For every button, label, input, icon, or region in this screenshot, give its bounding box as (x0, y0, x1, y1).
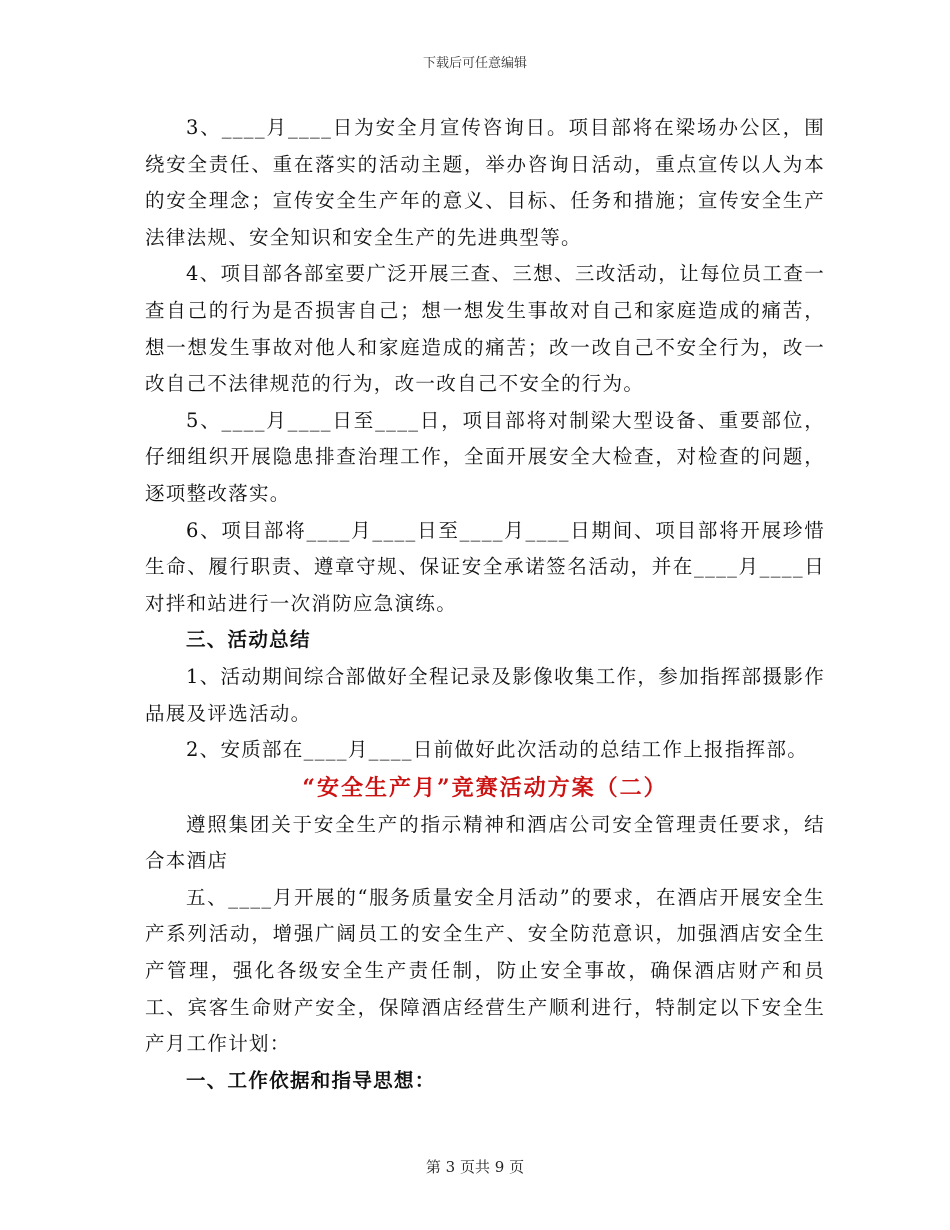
page-footer: 第 3 页共 9 页 (425, 1158, 525, 1176)
paragraph-summary-1: 1、活动期间综合部做好全程记录及影像收集工作，参加指挥部摄影作品展及评选活动。 (145, 664, 825, 725)
paragraph-item-5: 5、____月____日至____日，项目部将对制梁大型设备、重要部位，仔细组织开展隐患排查治理工作，全面开展安全大检查，对检查的问题，逐项整改落实。 (145, 408, 825, 505)
document-body (145, 110, 825, 1099)
paragraph-item-4: 4、项目部各部室要广泛开展三查、三想、三改活动，让每位员工查一查自己的行为是否损害自己；想一想发生事故对自己和家庭造成的痛苦，想一想发生事故对他人和家庭造成的痛苦；改一改自己不安全行为，改一改自己不法律规范的行为，改一改自己不安全的行为。 (145, 262, 825, 396)
section-heading-basis: 一、工作依据和指导思想： (185, 1068, 436, 1092)
paragraph-item-6: 6、项目部将____月____日至____月____日期间、项目部将开展珍惜生命、履行职责、遵章守规、保证安全承诺签名活动，并在____月____日对拌和站进行一次消防应急演练。 (145, 518, 825, 615)
section-title: “安全生产月”竞赛活动方案（二） (302, 774, 668, 801)
page-header: 下载后可任意编辑 (422, 56, 527, 71)
paragraph-five: 五、____月开展的“服务质量安全月活动”的要求，在酒店开展安全生产系列活动，增强广阔员工的安全生产、安全防范意识，加强酒店安全生产管理，强化各级安全生产责任制，防止安全事故，确保酒店财产和员工、宾客生命财产安全，保障酒店经营生产顺利进行，特制定以下安全生产月工作计划： (145, 885, 825, 1056)
paragraph-summary-2: 2、安质部在____月____日前做好此次活动的总结工作上报指挥部。 (185, 738, 809, 762)
section-heading-summary: 三、活动总结 (185, 628, 311, 652)
paragraph-item-3: 3、____月____日为安全月宣传咨询日。项目部将在梁场办公区，围绕安全责任、重在落实的活动主题，举办咨询日活动，重点宣传以人为本的安全理念；宣传安全生产年的意义、目标、任务和措施；宣传安全生产法律法规、安全知识和安全生产的先进典型等。 (145, 116, 825, 249)
paragraph-intro: 遵照集团关于安全生产的指示精神和酒店公司安全管理责任要求，结合本酒店 (145, 812, 825, 873)
